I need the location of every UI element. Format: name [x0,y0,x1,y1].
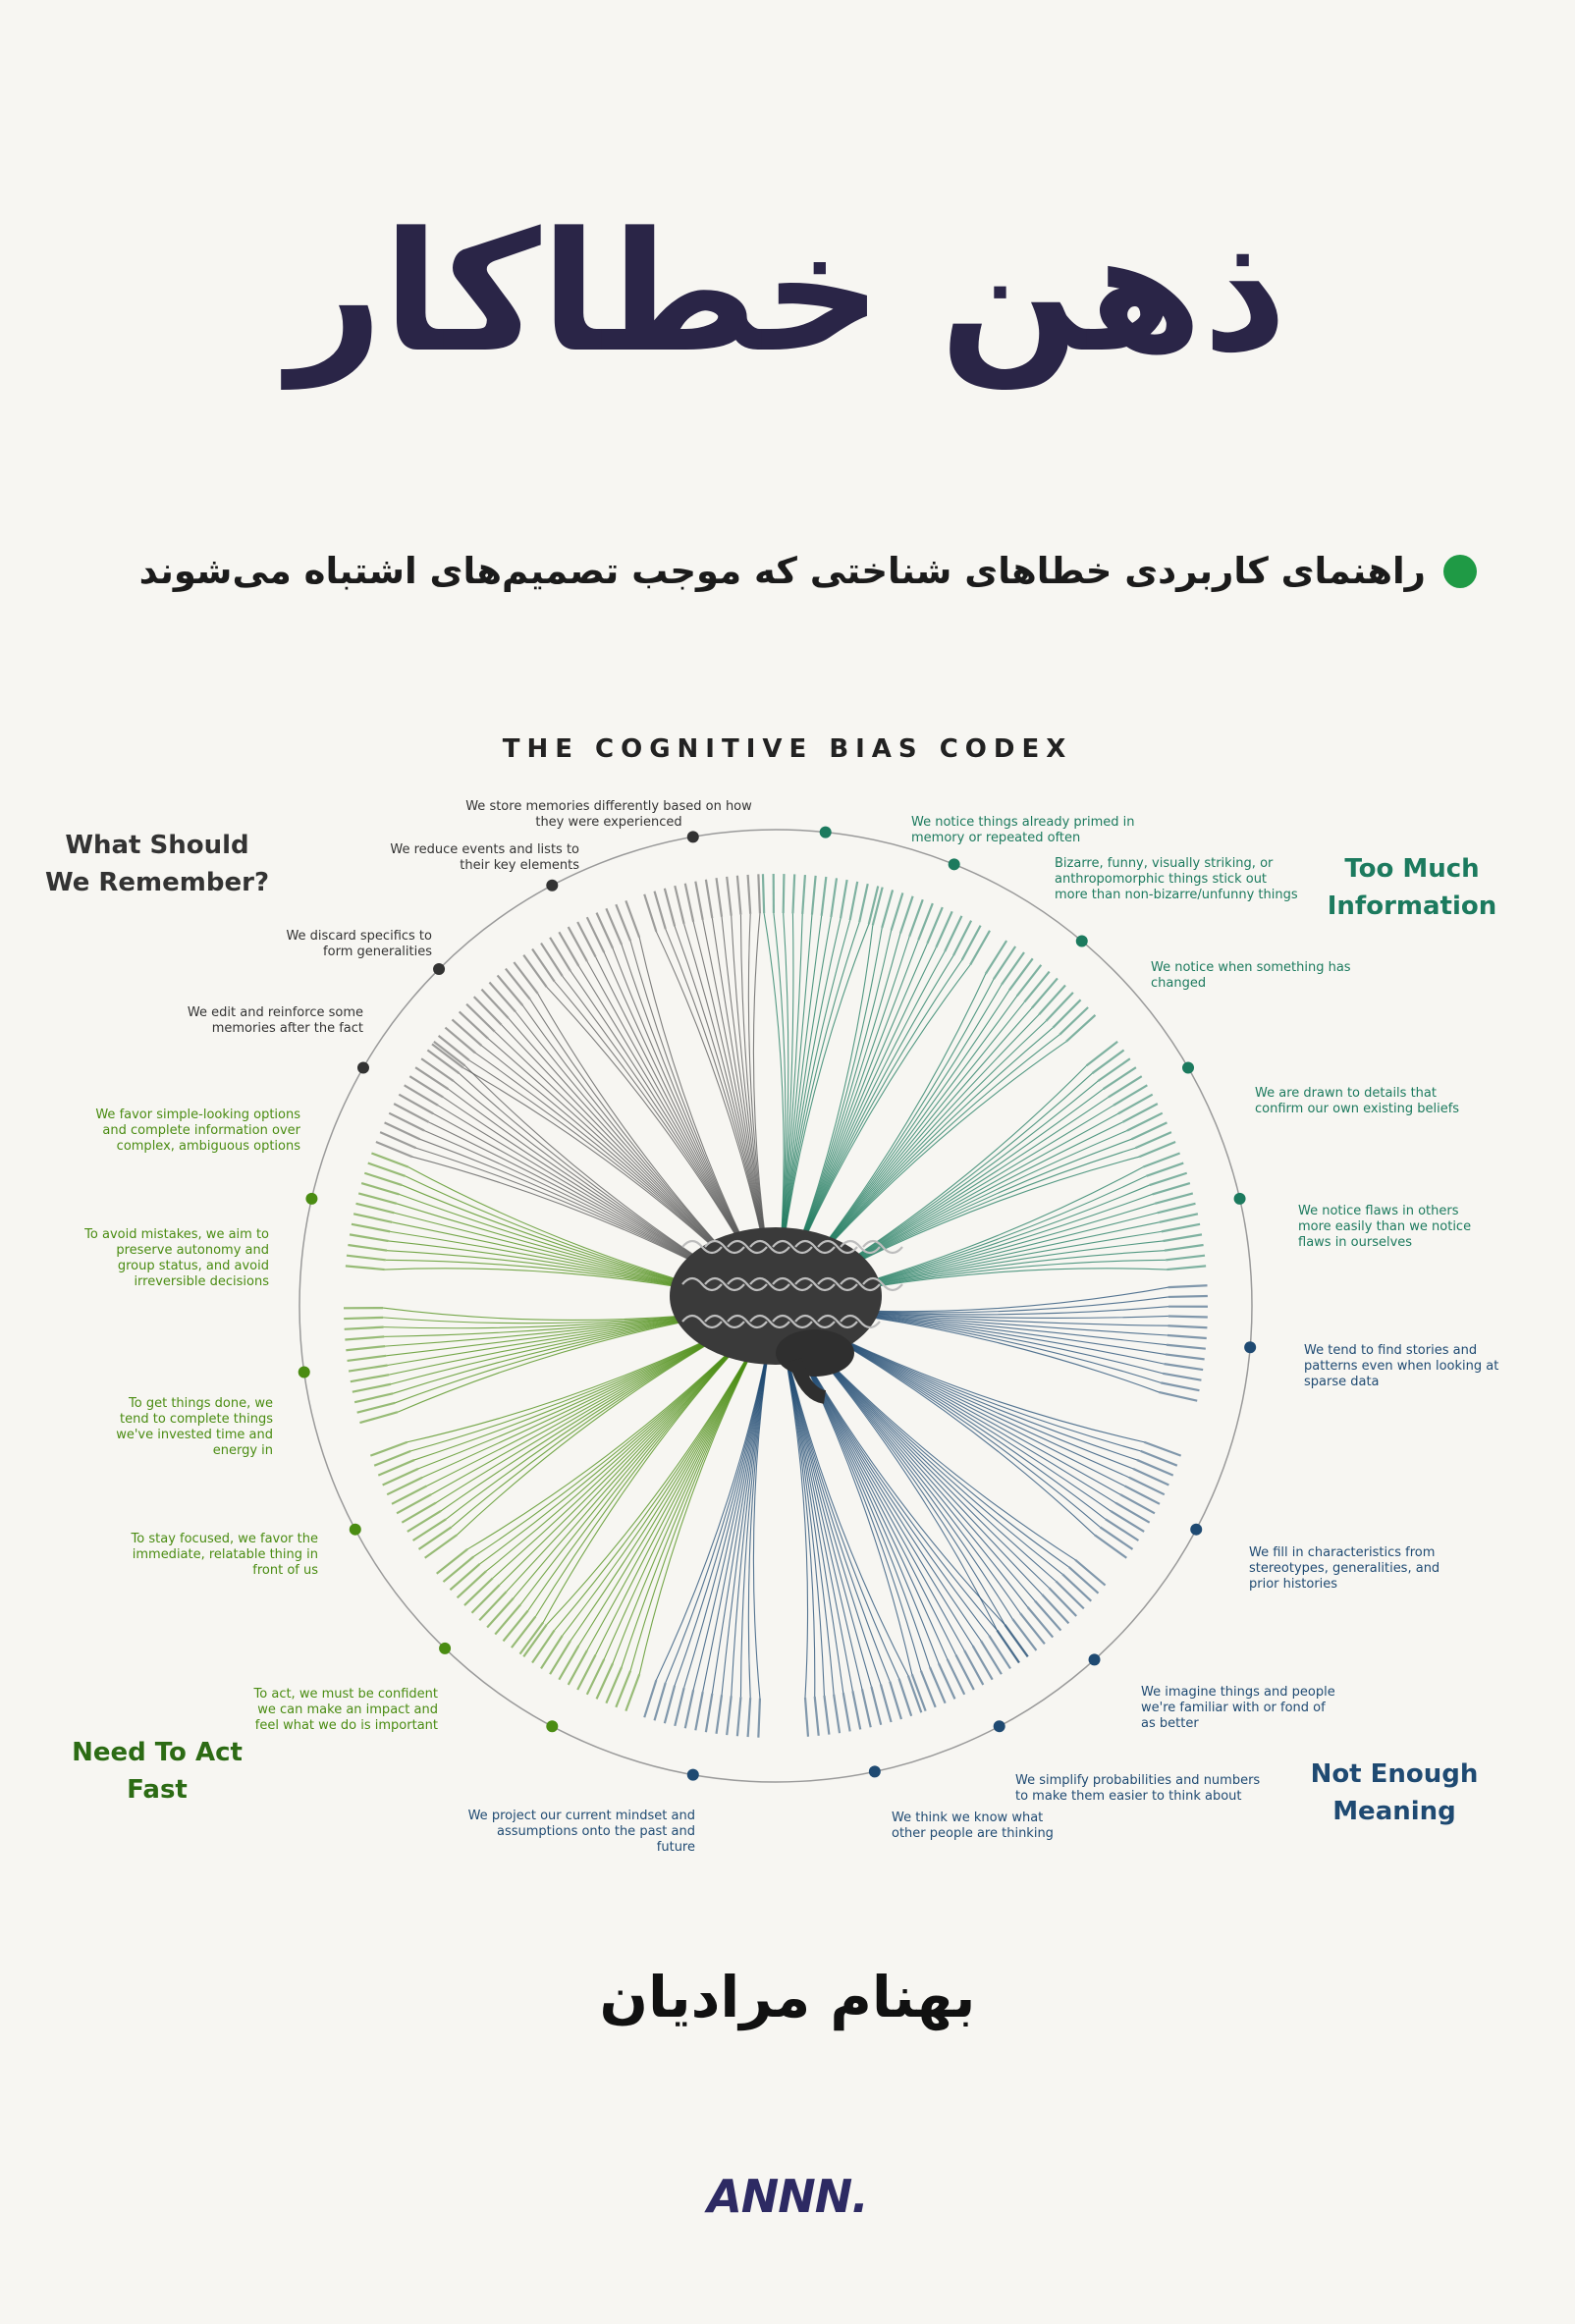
bias-label-mark [1109,1076,1142,1097]
bias-label-mark [1075,1560,1106,1586]
category-top-2: We discard specifics to form generalities [286,929,432,959]
category-dot [687,1769,699,1781]
bias-label-mark [1039,986,1065,1015]
bias-label-mark [970,931,990,965]
bias-label-mark [559,1646,578,1680]
cognitive-bias-codex-wheel [255,805,1296,1846]
bias-label-mark [1166,1354,1205,1359]
bias-label-mark [1053,1000,1080,1027]
bias-label-mark [450,1564,479,1590]
bias-label-mark [802,875,805,914]
bias-label-mark [514,962,537,994]
bias-label-mark [346,1346,385,1350]
bias-label-mark [685,1690,693,1728]
bias-label-mark [881,1684,892,1722]
bias-label-mark [900,896,913,934]
bias-label-mark [1166,1256,1205,1261]
bias-label-mark [644,1680,656,1717]
bias-label-mark [1143,1153,1179,1166]
category-meaning-3: We simplify probabilities and numbers to make them easier to think about [1015,1773,1261,1804]
bias-label-mark [1168,1335,1207,1338]
category-dot [1244,1341,1256,1353]
bias-label-mark [1147,1163,1184,1176]
bullet-dot-icon [1443,555,1477,588]
bias-label-mark [364,1173,402,1185]
bias-label-mark [805,1698,808,1737]
bias-label-mark [523,1625,546,1656]
bias-label-mark [1161,1382,1199,1390]
bias-label-mark [675,1688,683,1726]
bias-label-mark [1164,1234,1202,1241]
bias-label-mark [394,1104,428,1122]
bias-label-mark [1028,1607,1054,1638]
bias-label-mark [532,1630,555,1662]
category-info-2: We notice when something has changed [1151,960,1351,991]
bias-label-mark [425,1535,457,1557]
bias-label-mark [464,1578,493,1605]
bias-label-mark [852,1691,860,1729]
quadrant-label-remember: What Should We Remember? [44,831,270,897]
bias-label-mark [1092,1051,1123,1074]
bias-label-mark [532,949,555,982]
bias-label-mark [1165,1364,1204,1370]
bias-label-mark [421,1058,454,1081]
bias-label-mark [695,1692,702,1730]
bias-label-mark [348,1356,387,1361]
bias-label-mark [655,1683,666,1720]
bias-label-mark [415,1067,448,1089]
bias-label-mark [1100,1527,1132,1549]
bias-label-mark [452,1019,481,1046]
bias-label-mark [1168,1325,1207,1327]
bias-label-mark [1106,1519,1139,1540]
bias-label-mark [345,1336,384,1339]
bias-label-mark [1042,1594,1068,1623]
book-subtitle: راهنمای کاربردی خطاهای شناختی که موجب تصمیم‌های اشتباه می‌شوند [138,550,1426,592]
bias-label-mark [354,1393,393,1402]
bias-label-mark [445,1028,475,1054]
bias-label-mark [655,892,666,929]
bias-label-mark [346,1266,385,1270]
bias-label-mark [675,886,683,924]
bias-label-mark [665,889,675,927]
bias-label-mark [871,1687,881,1725]
bias-label-mark [792,874,794,913]
bias-label-mark [1049,1588,1076,1616]
bias-label-mark [481,990,508,1018]
bias-label-mark [748,875,751,914]
category-dot [949,858,960,870]
author-name: بهنام مرادیان [599,1964,976,2030]
bias-label-mark [1032,978,1058,1007]
bias-label-mark [1158,1204,1196,1213]
bias-label-mark [347,1256,386,1261]
quadrant-label-not-enough-meaning: Not Enough Meaning [1310,1759,1479,1826]
bias-label-mark [523,955,546,987]
bias-label-mark [763,874,764,913]
bias-label-mark [685,884,693,922]
bias-label-mark [1035,1601,1060,1631]
category-meaning-5: We project our current mindset and assumptions onto the past and future [467,1809,695,1855]
bias-label-mark [717,878,722,917]
bias-label-mark [843,1693,850,1731]
bias-label-mark [1123,1104,1158,1122]
bias-label-mark [489,982,516,1011]
bias-label-mark [495,1604,520,1634]
bias-label-mark [371,1153,407,1166]
bias-label-mark [962,926,981,960]
bias-label-mark [1162,1224,1200,1232]
category-dot [546,1720,558,1732]
bias-label-mark [862,1689,871,1727]
category-dot [1076,935,1088,946]
bias-label-mark [706,1694,712,1732]
category-dot [1190,1524,1202,1536]
bias-label-mark [1168,1285,1208,1287]
category-dot [1234,1193,1246,1205]
bias-label-mark [1005,1625,1027,1656]
bias-label-mark [569,1650,587,1685]
category-act-3: To stay focused, we favor the immediate, relatable thing in front of us [131,1532,318,1578]
bias-label-mark [512,1616,535,1648]
category-act-0: We favor simple-looking options and complete information over complex, ambiguous options [95,1108,300,1154]
category-top-1: We reduce events and lists to their key elements [390,842,579,873]
bias-label-mark [831,878,837,917]
category-dot [994,1720,1005,1732]
bias-label-mark [892,892,903,930]
bias-label-mark [986,941,1006,974]
bias-label-mark [973,1646,993,1680]
codex-title: THE COGNITIVE BIAS CODEX [502,734,1073,764]
bias-label-mark [348,1245,387,1251]
bias-label-mark [352,1224,390,1232]
category-top-3: We edit and reinforce some memories after the fact [187,1005,363,1036]
bias-label-mark [1062,1574,1091,1600]
bias-label-mark [964,1650,983,1685]
bias-label-mark [520,1622,544,1653]
bias-label-mark [850,882,858,920]
bias-label-mark [1118,1095,1153,1114]
bias-label-mark [737,1697,741,1736]
bias-label-mark [344,1318,383,1319]
bias-label-mark [834,1695,840,1734]
bias-label-mark [460,1011,488,1038]
bias-label-mark [1095,1535,1126,1557]
bias-label-mark [353,1214,392,1222]
bias-label-mark [882,890,893,928]
bias-label-mark [405,1085,438,1105]
bias-label-mark [824,1696,829,1735]
bias-label-mark [1059,1007,1088,1035]
bias-label-mark [1002,952,1024,985]
bias-label-mark [989,1636,1010,1669]
bias-label-mark [541,1636,563,1669]
category-dot [433,963,445,975]
bias-label-mark [1020,1613,1045,1644]
bias-label-mark [1098,1058,1130,1081]
bias-label-mark [359,1412,398,1423]
bias-label-mark [1056,1581,1084,1608]
bias-label-mark [812,876,816,915]
category-dot [546,880,558,892]
bias-label-mark [1155,1193,1193,1203]
category-info-4: We notice flaws in others more easily than we notice flaws in ourselves [1298,1204,1472,1250]
bias-label-mark [758,874,760,913]
bias-label-mark [419,1527,452,1549]
bias-label-mark [397,1494,431,1513]
category-dot [305,1193,317,1205]
bias-label-mark [737,876,741,915]
category-act-4: To act, we must be confident we can make an impact and feel what we do is important [253,1687,438,1733]
bias-label-mark [353,1384,391,1392]
bias-label-mark [727,877,732,916]
bias-label-mark [748,1698,751,1737]
category-info-1: Bizarre, funny, visually striking, or anthropomorphic things stick out more than non-bizarre/unfunny things [1055,856,1298,902]
bias-label-mark [1153,1183,1190,1194]
bias-label-mark [506,969,530,1000]
bias-label-mark [1017,965,1042,997]
category-meaning-0: We tend to find stories and patterns even when looking at sparse data [1304,1343,1499,1389]
bias-label-mark [361,1183,399,1194]
bias-label-mark [1168,1296,1208,1297]
category-meaning-1: We fill in characteristics from stereotypes, generalities, and prior histories [1249,1545,1440,1592]
category-dot [299,1366,310,1378]
bias-label-mark [402,1503,436,1523]
bias-label-mark [758,1699,760,1738]
bias-label-mark [727,1696,732,1735]
bias-label-mark [1160,1214,1198,1222]
bias-label-mark [474,997,502,1025]
bias-label-mark [466,1004,495,1032]
bias-label-mark [356,1204,395,1213]
bias-label-mark [899,1679,912,1716]
bias-label-mark [559,932,578,966]
bias-label-mark [358,1193,397,1203]
category-dot [687,831,699,842]
bias-label-mark [1167,1266,1206,1270]
category-dot [1182,1062,1194,1074]
bias-label-mark [1120,1494,1155,1513]
bias-label-mark [504,1610,528,1641]
bias-label-mark [665,1686,675,1724]
bias-label-mark [1069,1567,1099,1594]
category-meaning-2: We imagine things and people we're familiar with or fond of as better [1141,1685,1335,1731]
bias-label-mark [859,884,868,922]
bias-label-mark [1163,1374,1201,1380]
book-title: ذهن خطاکار [288,196,1287,389]
bias-label-mark [815,1697,819,1736]
bias-label-mark [458,1571,486,1597]
bias-label-mark [350,1234,388,1241]
bias-label-mark [443,1557,473,1583]
bias-label-mark [784,874,785,913]
bias-label-mark [550,938,570,971]
bias-label-mark [351,1375,389,1381]
bias-label-mark [822,877,827,916]
bias-label-mark [569,927,587,961]
bias-label-mark [437,1549,467,1574]
bias-label-mark [1165,1245,1204,1251]
bias-label-mark [399,1095,433,1114]
bias-label-mark [345,1327,384,1329]
bias-label-mark [981,1641,1002,1674]
bias-label-mark [717,1695,722,1734]
bias-label-mark [1086,1042,1117,1065]
bias-label-mark [994,946,1015,979]
category-act-1: To avoid mistakes, we aim to preserve autonomy and group status, and avoid irreversible decisions [84,1227,269,1289]
bias-label-mark [409,1076,443,1097]
bias-label-mark [479,1592,506,1620]
bias-label-mark [1115,1503,1150,1523]
bias-label-mark [706,880,712,918]
bias-label-mark [1150,1173,1187,1185]
category-dot [1089,1653,1101,1665]
bias-label-mark [644,894,656,932]
bias-label-mark [997,1630,1019,1662]
category-dot [820,827,832,838]
bias-label-mark [498,975,523,1005]
bias-label-mark [1168,1316,1208,1317]
bias-label-mark [1009,958,1033,990]
bias-label-mark [1167,1345,1206,1349]
bias-label-mark [368,1163,406,1176]
bias-label-mark [550,1641,570,1674]
bias-label-mark [472,1585,500,1612]
bias-label-mark [1104,1067,1136,1089]
category-top-0: We store memories differently based on how they were experienced [465,799,752,830]
bias-label-mark [407,1511,441,1532]
bias-label-mark [1113,1085,1147,1105]
bias-label-mark [413,1519,447,1540]
bias-label-mark [841,880,847,918]
category-dot [357,1062,369,1074]
bias-label-mark [695,882,702,920]
bias-label-mark [1111,1511,1144,1532]
category-dot [439,1643,451,1654]
quadrant-label-need-to-act-fast: Need To Act Fast [72,1738,243,1805]
bias-label-mark [1012,1619,1036,1650]
bias-label-mark [1159,1392,1197,1401]
category-dot [350,1524,361,1536]
bias-label-mark [1066,1015,1096,1042]
bias-label-mark [541,944,563,977]
bias-label-mark [349,1366,388,1372]
category-info-3: We are drawn to details that confirm our own existing beliefs [1255,1086,1460,1116]
bias-label-mark [890,1682,901,1719]
bias-label-mark [1046,993,1073,1021]
bias-label-mark [487,1598,514,1628]
bias-label-mark [357,1403,396,1413]
bias-label-mark [1024,972,1049,1002]
category-meaning-4: We think we know what other people are thinking [892,1811,1054,1841]
quadrant-label-too-much-information: Too Much Information [1327,854,1497,921]
subtitle-row [138,550,1477,592]
category-dot [869,1765,881,1777]
brain-icon [670,1227,902,1397]
category-act-2: To get things done, we tend to complete things we've invested time and energy in [116,1396,273,1458]
category-info-0: We notice things already primed in memory or repeated often [911,815,1135,845]
publisher-logo: ANNN. [707,2170,868,2223]
